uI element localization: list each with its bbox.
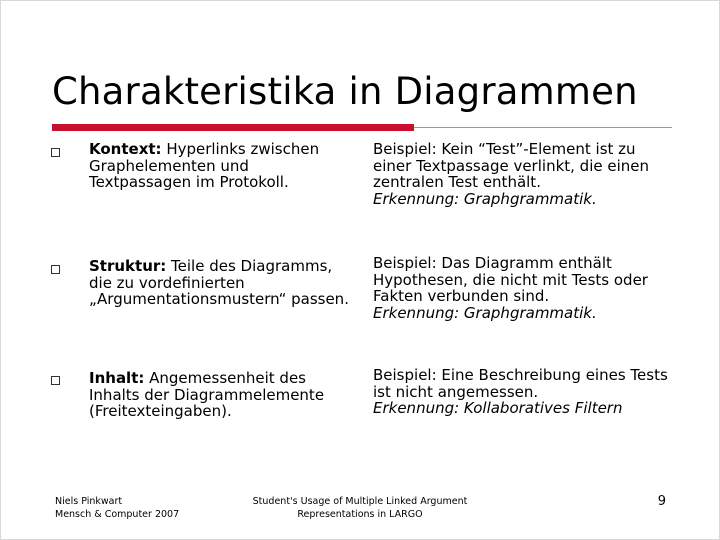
item-description: Teile des Diagramms, die zu vordefinierten „Argumentationsmustern“ passen. [89, 257, 349, 308]
title-underline-thin [414, 127, 672, 128]
item-structure-text [89, 258, 351, 308]
item-context-text [89, 141, 351, 191]
title-underline-accent [52, 124, 414, 131]
bullet-square-icon [51, 265, 60, 274]
footer-author-block [55, 496, 179, 521]
item-content-text [89, 370, 351, 420]
page-number: 9 [657, 494, 666, 509]
footer-title-line-1: Student's Usage of Multiple Linked Argument [252, 496, 468, 507]
item-description: Hyperlinks zwischen Graphelementen und Textpassagen im Protokoll. [89, 140, 320, 191]
example-text: Beispiel: Eine Beschreibung eines Tests ist nicht angemessen. [373, 366, 668, 401]
item-keyword: Inhalt: [89, 369, 145, 387]
item-context-example [373, 141, 673, 207]
footer-title-line-2: Representations in LARGO [297, 508, 423, 520]
example-text: Beispiel: Das Diagramm enthält Hypothesen, die nicht mit Tests oder Fakten verbunden sind. [373, 254, 648, 305]
bullet-square-icon [51, 148, 60, 157]
footer-talk-title [230, 496, 490, 521]
item-keyword: Struktur: [89, 257, 167, 275]
slide-title: Charakteristika in Diagrammen [52, 70, 638, 113]
recognition-text: Erkennung: Graphgrammatik. [373, 303, 597, 322]
item-structure-example [373, 255, 673, 321]
footer-venue: Mensch & Computer 2007 [55, 508, 180, 520]
item-keyword: Kontext: [89, 140, 162, 158]
example-text: Beispiel: Kein “Test”-Element ist zu einer Textpassage verlinkt, die einen zentralen Test enthält. [373, 140, 649, 191]
bullet-square-icon [51, 376, 60, 385]
item-description: Angemessenheit des Inhalts der Diagrammelemente (Freitexteingaben). [89, 369, 325, 420]
item-content-example [373, 367, 673, 417]
recognition-text: Erkennung: Kollaboratives Filtern [373, 399, 623, 417]
recognition-text: Erkennung: Graphgrammatik. [373, 189, 597, 208]
footer-author: Niels Pinkwart [55, 496, 123, 507]
